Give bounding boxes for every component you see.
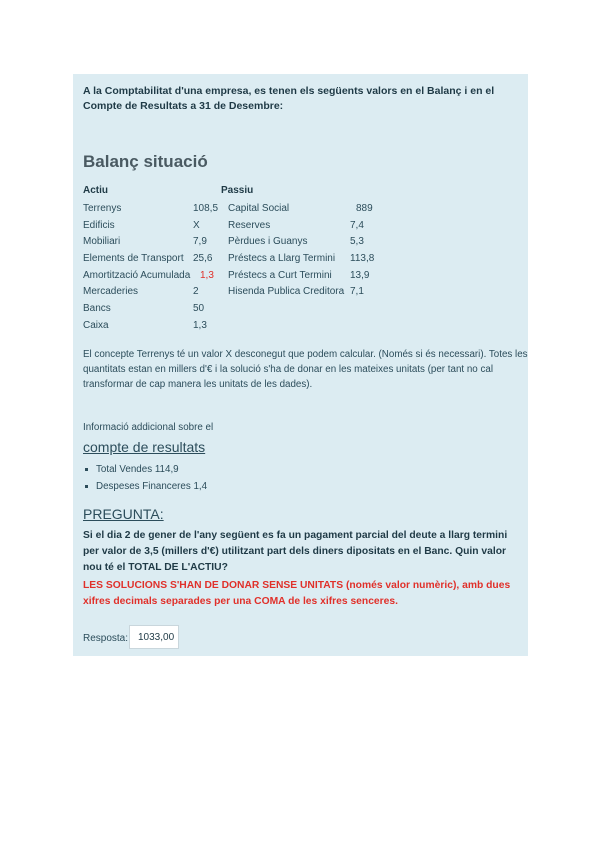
passiu-label: Préstecs a Curt Termini bbox=[228, 270, 332, 281]
passiu-label: Hisenda Publica Creditora bbox=[228, 286, 345, 297]
actiu-label: Terrenys bbox=[83, 203, 122, 214]
balanc-title: Balanç situació bbox=[83, 152, 208, 171]
actiu-header: Actiu bbox=[83, 185, 108, 196]
actiu-label: Mobiliari bbox=[83, 236, 121, 247]
passiu-value: 7,1 bbox=[350, 286, 364, 297]
actiu-label: Amortització Acumulada bbox=[83, 270, 191, 281]
passiu-label: Reserves bbox=[228, 220, 271, 231]
list-item-text: Total Vendes 114,9 bbox=[96, 464, 179, 475]
list-item bbox=[85, 464, 179, 475]
question-text: Si el dia 2 de gener de l'any següent es fa un pagament parcial del deute a llarg termini per valor de 3,5 (millers d'€) utilitzant part dels diners dipositats en el Banc. Quin valor nou té el TOTAL DE L'ACTIU? bbox=[83, 530, 508, 573]
answer-input[interactable]: 1033,00 bbox=[129, 625, 179, 649]
intro-text: A la Comptabilitat d'una empresa, es tenen els següents valors en el Balanç i en el Compte de Resultats a 31 de Desembre: bbox=[83, 85, 495, 112]
passiu-header: Passiu bbox=[221, 185, 254, 196]
passiu-value: 5,3 bbox=[350, 236, 364, 247]
compte-title: compte de resultats bbox=[83, 439, 206, 455]
note-text: El concepte Terrenys té un valor X desconegut que podem calcular. (Només si és necessari). Totes les quantitats estan en millers d'€ i la solució s'ha de donar en les mateixes unitats (per tant no cal transformar de cap manera les unitats de les dades). bbox=[83, 349, 528, 390]
actiu-value: X bbox=[193, 220, 200, 231]
passiu-value: 113,8 bbox=[350, 253, 375, 264]
actiu-value: 2 bbox=[193, 286, 199, 297]
actiu-value: 108,5 bbox=[193, 203, 219, 214]
exercise-panel bbox=[73, 74, 528, 656]
warning-text: LES SOLUCIONS S'HAN DE DONAR SENSE UNITATS (només valor numèric), amb dues xifres decimals separades per una COMA de les xifres senceres. bbox=[83, 580, 511, 607]
passiu-label: Pèrdues i Guanys bbox=[228, 236, 308, 247]
actiu-label: Mercaderies bbox=[83, 286, 139, 297]
actiu-value: 1,3 bbox=[200, 270, 214, 281]
passiu-value: 7,4 bbox=[350, 220, 364, 231]
info-label: Informació addicional sobre el bbox=[83, 422, 214, 433]
list-item bbox=[85, 481, 207, 492]
actiu-label: Elements de Transport bbox=[83, 253, 184, 264]
actiu-label: Edificis bbox=[83, 220, 115, 231]
answer-label: Resposta: bbox=[83, 633, 129, 644]
pregunta-title: PREGUNTA: bbox=[83, 506, 164, 522]
passiu-value: 889 bbox=[356, 203, 373, 214]
actiu-value: 50 bbox=[193, 303, 205, 314]
actiu-label: Bancs bbox=[83, 303, 111, 314]
bullet-icon bbox=[85, 485, 88, 488]
actiu-value: 7,9 bbox=[193, 236, 207, 247]
list-item-text: Despeses Financeres 1,4 bbox=[96, 481, 208, 492]
bullet-icon bbox=[85, 468, 88, 471]
actiu-value: 1,3 bbox=[193, 320, 207, 331]
passiu-value: 13,9 bbox=[350, 270, 370, 281]
actiu-value: 25,6 bbox=[193, 253, 213, 264]
passiu-label: Capital Social bbox=[228, 203, 290, 214]
actiu-label: Caixa bbox=[83, 320, 109, 331]
passiu-label: Préstecs a Llarg Termini bbox=[228, 253, 336, 264]
